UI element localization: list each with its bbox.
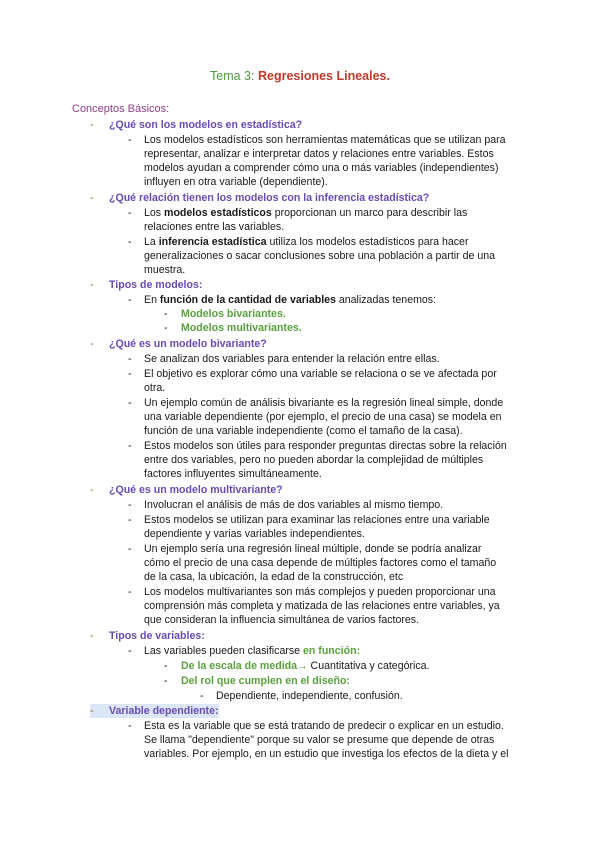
model-type-multivariate: Modelos multivariantes. [181,322,302,334]
bullet-l2: - [128,236,132,248]
q5-line: cómo el precio de una casa depende de múltiples factores como el tamaño [144,557,497,569]
q5-line: dependiente y varias variables independientes. [144,528,365,540]
bullet-l2: - [128,586,132,598]
q5-line: Involucran el análisis de más de dos variables al mismo tiempo. [144,499,444,511]
q7-line: Esta es la variable que se está tratando de predecir o explicar en un estudio. [144,720,504,732]
q4-line: otra. [144,382,166,394]
text-run: Los [144,207,165,219]
bullet-l2: - [128,720,132,732]
title-prefix: Tema 3: [210,69,255,83]
bullet-l1: - [90,338,94,350]
bullet-l2: - [128,499,132,511]
q2-p1-line: relaciones entre las variables. [144,221,285,233]
bullet-l2: - [128,294,132,306]
q2-heading: ¿Qué relación tienen los modelos con la inferencia estadística? [109,192,430,204]
bold-term: modelos estadísticos [164,207,272,219]
bullet-l3: - [164,308,168,320]
bullet-l2: - [128,397,132,409]
q4-line: Estos modelos son útiles para responder preguntas directas sobre la relación [144,440,507,452]
bullet-l2: - [128,134,132,146]
text-run: analizadas tenemos: [335,294,437,306]
bullet-l3: - [164,675,168,687]
q2-p2-line: muestra. [144,264,186,276]
q5-line: Los modelos multivariantes son más complejos y pueden proporcionar una [144,586,496,598]
section-heading: Conceptos Básicos: [72,103,170,115]
q6-heading: Tipos de variables: [109,630,205,642]
q7-heading: Variable dependiente: [109,705,219,717]
text-run: Cuantitativa y categórica. [307,660,430,672]
bullet-l3: - [164,660,168,672]
green-term: en función: [303,645,361,657]
q2-p1-line [144,206,467,220]
q7-line: variables. Por ejemplo, en un estudio que investiga los efectos de la dieta y el [144,748,509,760]
bullet-l2: - [128,645,132,657]
q4-line: función de una variable independiente (como el tamaño de la casa). [144,425,463,437]
q2-p2-line [144,235,468,249]
q5-line: Un ejemplo sería una regresión lineal múltiple, donde se podría analizar [144,543,482,555]
q6-sub2: Del rol que cumplen en el diseño: [181,675,350,687]
bullet-l2: - [128,368,132,380]
q4-line: una variable dependiente (por ejemplo, el precio de una casa) se modela en [144,411,502,423]
bullet-l1: - [90,704,109,718]
q4-line: Un ejemplo común de análisis bivariante es la regresión lineal simple, donde [144,397,504,409]
bullet-l1: - [90,279,94,291]
text-run: Las variables pueden clasificarse [144,645,303,657]
q5-line: comprensión más completa y matizada de las relaciones entre variables, ya [144,600,500,612]
q2-p2-line: generalizaciones o sacar conclusiones sobre una población a partir de una [144,250,495,262]
bullet-l2: - [128,514,132,526]
q4-heading: ¿Qué es un modelo bivariante? [109,338,267,350]
bold-term: inferencia estadística [158,236,267,248]
bullet-l2: - [128,207,132,219]
bullet-l1: - [90,484,94,496]
q3-p1-line [144,293,436,307]
q4-line: factores influyentes simultáneamente. [144,468,322,480]
bold-term: función de la cantidad de variables [159,294,336,306]
bullet-l2: - [128,543,132,555]
bullet-l2: - [128,440,132,452]
q1-line: representar, analizar e interpretar datos y relaciones entre variables. Estos [144,148,494,160]
q4-line: El objetivo es explorar cómo una variable se relaciona o se ve afectada por [144,368,497,380]
q5-line: de la casa, la ubicación, la edad de la construcción, etc [144,571,404,583]
bullet-l4: - [200,690,204,702]
page-title [0,69,600,83]
q5-heading: ¿Qué es un modelo multivariante? [109,484,283,496]
q4-line: Se analizan dos variables para entender la relación entre ellas. [144,353,440,365]
q1-line: influyen en otra variable (dependiente). [144,176,328,188]
q1-line: modelos ayudan a comprender cómo una o más variables (independientes) [144,162,499,174]
bullet-l1: - [90,119,94,131]
q6-p1-line [144,644,360,658]
text-run: utiliza los modelos estadísticos para hacer [266,236,469,248]
text-run: En [144,294,160,306]
bullet-l1: - [90,630,94,642]
bullet-l2: - [128,353,132,365]
q6-sub3: Dependiente, independiente, confusión. [216,690,403,702]
q5-line: que consideran la influencia simultánea de varios factores. [144,614,420,626]
q3-heading: Tipos de modelos: [109,279,203,291]
bullet-l3: - [164,322,168,334]
bullet-l1: - [90,192,94,204]
q7-line: Se llama "dependiente" porque su valor se presume que depende de otras [144,734,495,746]
q4-line: entre dos variables, pero no pueden abordar la complejidad de múltiples [144,454,484,466]
q1-heading: ¿Qué son los modelos en estadística? [109,119,303,131]
text-run: proporcionan un marco para describir las [271,207,468,219]
q5-line: Estos modelos se utilizan para examinar las relaciones entre una variable [144,514,490,526]
text-run: La [144,236,159,248]
green-term: De la escala de medida→ [181,660,308,672]
q1-line: Los modelos estadísticos son herramientas matemáticas que se utilizan para [144,134,506,146]
model-type-bivariate: Modelos bivariantes. [181,308,286,320]
title-main: Regresiones Lineales. [257,69,390,83]
q6-sub1 [181,659,430,673]
